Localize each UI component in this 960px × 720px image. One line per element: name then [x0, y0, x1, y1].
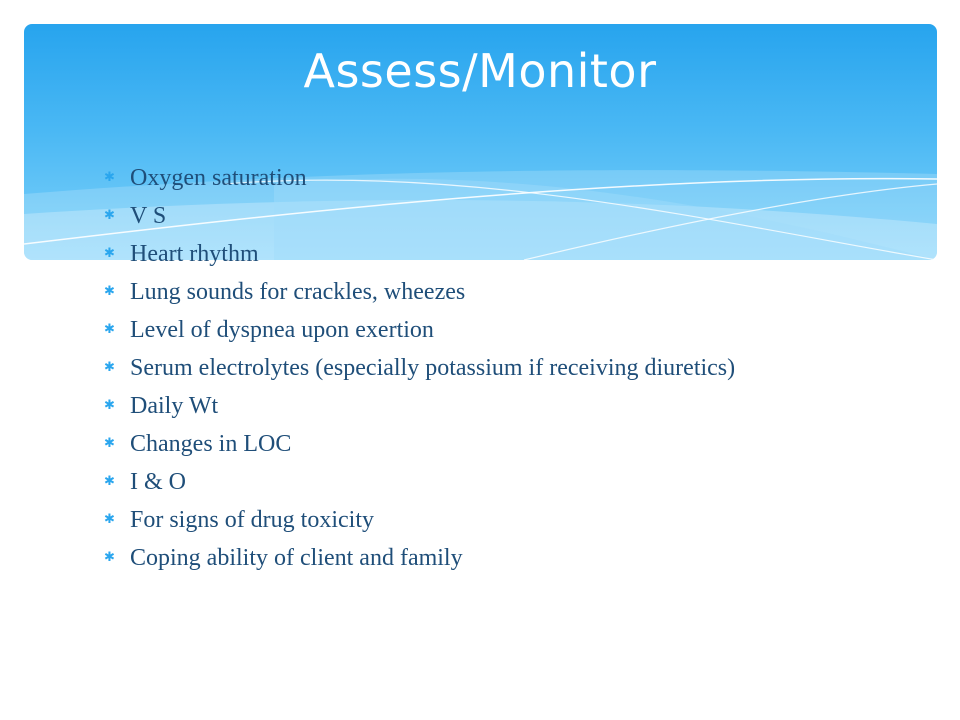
bullet-text: I & O: [130, 469, 186, 495]
list-item: [104, 544, 804, 572]
asterisk-bullet-icon: ✱: [104, 512, 115, 527]
bullet-text: Heart rhythm: [130, 241, 259, 267]
bullet-text: Daily Wt: [130, 393, 219, 419]
bullet-text: Changes in LOC: [130, 431, 292, 457]
bullet-text: Oxygen saturation: [130, 165, 307, 191]
asterisk-bullet-icon: ✱: [104, 360, 115, 375]
list-item: [104, 278, 804, 306]
asterisk-bullet-icon: ✱: [104, 170, 115, 185]
bullet-text: Serum electrolytes (especially potassium if receiving diuretics): [130, 355, 736, 381]
asterisk-bullet-icon: ✱: [104, 322, 115, 337]
list-item: [104, 354, 804, 382]
list-item: [104, 240, 804, 268]
asterisk-bullet-icon: ✱: [104, 474, 115, 489]
bullet-text: Coping ability of client and family: [130, 545, 463, 571]
list-item: [104, 164, 804, 192]
list-item: [104, 316, 804, 344]
bullet-text: Lung sounds for crackles, wheezes: [130, 279, 466, 305]
slide-title: Assess/Monitor: [303, 44, 657, 98]
asterisk-bullet-icon: ✱: [104, 246, 115, 261]
list-item: [104, 202, 804, 230]
bullet-list: [104, 164, 804, 582]
bullet-text: Level of dyspnea upon exertion: [130, 317, 434, 343]
list-item: [104, 430, 804, 458]
list-item: [104, 468, 804, 496]
asterisk-bullet-icon: ✱: [104, 398, 115, 413]
asterisk-bullet-icon: ✱: [104, 550, 115, 565]
bullet-text: For signs of drug toxicity: [130, 507, 374, 533]
asterisk-bullet-icon: ✱: [104, 208, 115, 223]
bullet-text: V S: [130, 203, 167, 229]
asterisk-bullet-icon: ✱: [104, 436, 115, 451]
list-item: [104, 392, 804, 420]
asterisk-bullet-icon: ✱: [104, 284, 115, 299]
list-item: [104, 506, 804, 534]
